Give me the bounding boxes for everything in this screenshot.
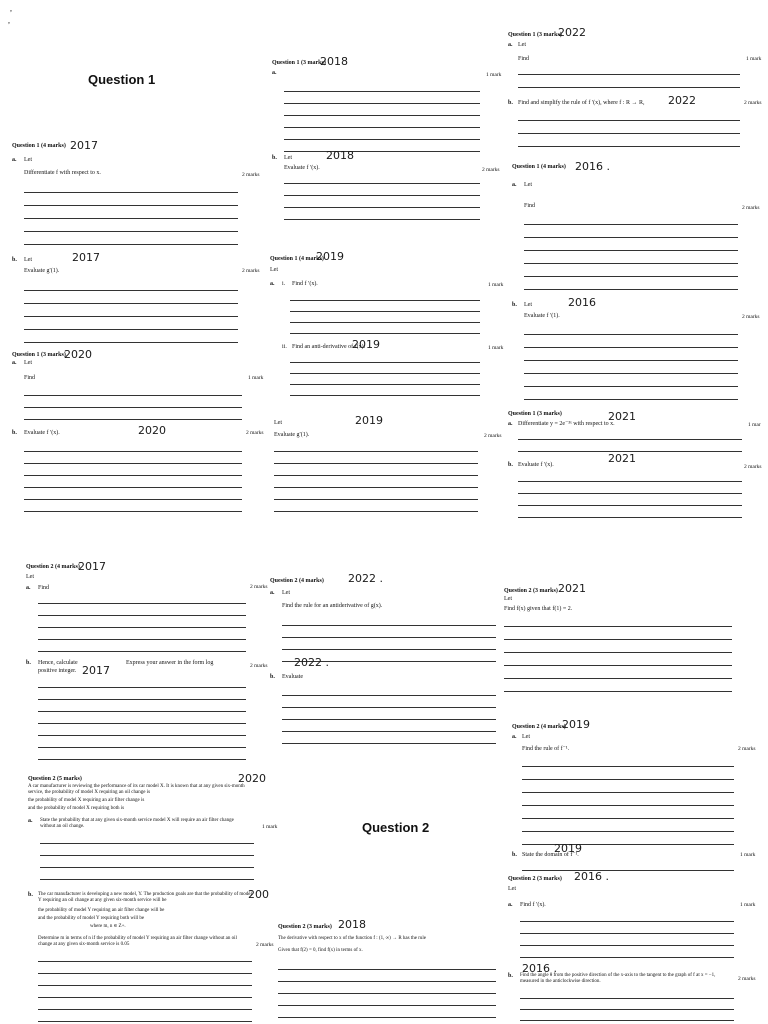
year-2018-q1: 2018 [320,55,348,68]
answer-lines [524,322,738,400]
q2-2018-derivative: The derivative with respect to x of the function f : (1, ∞) → R has the rule [278,936,426,941]
q1-2019-findf: Find f ′(x). [292,281,318,287]
q2-2017b-express: Express your answer in the form log [126,660,214,666]
q1-2020-header: Question 1 (3 marks) [12,352,66,358]
answer-lines [520,988,734,1021]
label-a: a. [272,70,277,76]
q2-2016b-angle: Find the angle θ from the positive direction of the x-axis to the tangent to the graph of f at x = −1, measured in the anticlockwise direction. [520,973,716,984]
mark-label: 2 marks [246,430,264,436]
q1-2016-header: Question 1 (4 marks) [512,164,566,170]
answer-lines [40,832,254,880]
year-2016-q1b: 2016 [568,296,596,309]
q1-2016b-let: Let [524,302,532,308]
q1-2018b-let: Let [284,155,292,161]
mark-label: 2 marks [744,100,762,106]
q2-2019-header: Question 2 (4 marks) [512,724,566,730]
q1-2018b-evaluate: Evaluate f ′(x). [284,165,320,171]
mark-label: 1 mark [262,824,278,830]
q2-2019-let: Let [522,734,530,740]
q2-2016-let: Let [508,886,516,892]
mark-label: 2 marks [256,942,274,948]
mark-label: 2 marks [738,976,756,982]
year-2020-q2: 2020 [238,772,266,785]
q2-2017b-hence: Hence, calculate [38,660,78,666]
label-a: a. [508,42,513,48]
q1-2019-let: Let [270,267,278,273]
answer-lines [284,80,480,152]
year-2017-q2b: 2017 [82,664,110,677]
label-a: a. [270,281,275,287]
answer-lines [524,212,738,290]
answer-lines [278,958,496,1018]
label-b: b. [508,973,513,979]
q2-2020-car: A car manufacturer is reviewing the performance of its car model X. It is known that at any given six-month service, the probability of model X requiring an oil change is [28,784,245,795]
year-2019-q1: 2019 [316,250,344,263]
q1-2019-header: Question 1 (4 marks) [270,256,324,262]
year-2017-q2: 2017 [78,560,106,573]
mark-label: 2 marks [250,584,268,590]
scan-speck: , [8,16,10,25]
q1-2020b-evaluate: Evaluate f ′(x). [24,430,60,436]
year-2021-q2: 2021 [558,582,586,595]
mark-label: 1 mark [740,852,756,858]
q2-2020b-dev3: and the probability of model Y requiring both will be [38,916,145,921]
q2-2016-find: Find f ′(x). [520,902,546,908]
label-a: a. [508,902,513,908]
answer-lines [504,614,732,692]
mark-label: 1 mark [746,56,762,62]
year-2017-q1: 2017 [70,139,98,152]
q2-2021-header: Question 2 (3 marks) [504,588,558,594]
mark-label: 1 mark [488,282,504,288]
answer-lines [518,470,742,518]
label-b: b. [12,257,17,263]
label-a: a. [26,585,31,591]
answer-lines [24,180,238,245]
year-2018-q2: 2018 [338,918,366,931]
label-b: b. [512,302,517,308]
q1-2017-header: Question 1 (4 marks) [12,143,66,149]
year-2020-q1: 2020 [64,348,92,361]
q2-2019b-domain: State the domain of f⁻¹. [522,852,579,858]
year-2019-q1b: 2019 [355,414,383,427]
q2-2020-header: Question 2 (5 marks) [28,776,82,782]
year-2022-q1b: 2022 [668,94,696,107]
mark-label: 2 marks [744,464,762,470]
year-2021-q1: 2021 [608,410,636,423]
year-2019-q1ii: 2019 [352,338,380,351]
answer-lines [38,676,246,760]
q1-2019b-let: Let [274,420,282,426]
answer-lines [38,950,252,1022]
year-2017-q1b: 2017 [72,251,100,264]
question-2-title: Question 2 [362,820,430,835]
q1-2021-header: Question 1 (3 marks) [508,411,562,417]
q2-2020-car3: and the probability of model X requiring both is [28,806,125,811]
year-2016-q1: 2016 . [575,160,610,173]
answer-lines [284,172,480,220]
q2-2022b-evaluate: Evaluate [282,674,303,680]
question-1-title: Question 1 [88,72,156,87]
mark-label: 2 marks [484,433,502,439]
answer-lines [518,62,740,88]
mark-label: 2 marks [242,268,260,274]
q1-2017b-evaluate: Evaluate g′(1). [24,268,60,274]
label-i: i. [282,281,286,287]
year-2019-q2: 2019 [562,718,590,731]
answer-lines [24,440,242,512]
year-2022-q2: 2022 . [348,572,383,585]
mark-label: 2 marks [742,314,760,320]
q1-2022-simplify: Find and simplify the rule of f ′(x), where f : R → R, [518,100,645,106]
q2-2020-state: State the probability that at any given six-month service model X will require an air filter change without an oil change. [40,818,234,829]
answer-lines [520,910,734,958]
q1-2016-let: Let [524,182,532,188]
mark-label: 1 mark [248,375,264,381]
label-a: a. [270,590,275,596]
label-b: b. [26,660,31,666]
label-a: a. [12,157,17,163]
q1-2016-find: Find [524,203,536,209]
q1-2021b-evaluate: Evaluate f ′(x). [518,462,554,468]
year-200-q2b: 200 [248,888,269,901]
mark-label: 2 marks [738,746,756,752]
q1-2021-diff: Differentiate y = 2e⁻³ˣ with respect to x. [518,421,615,427]
mark-label: 2 marks [742,205,760,211]
answer-lines [522,860,734,871]
year-2019-q2b: 2019 [554,842,582,855]
year-2020-q1b: 2020 [138,424,166,437]
answer-lines [274,440,478,512]
q1-2022-let: Let [518,42,526,48]
q1-2018-header: Question 1 (3 marks) [272,60,326,66]
q1-2017b-let: Let [24,257,32,263]
q1-2019b-evaluate: Evaluate g′(1). [274,432,310,438]
q2-2017-let: Let [26,574,34,580]
q2-2016-header: Question 2 (3 marks) [508,876,562,882]
q2-2017-find: Find [38,585,50,591]
q2-2020b-dev: The car manufacturer is developing a new model, Y. The production goals are that the probability of model Y requiring an oil change at any given six-month service will be [38,892,252,903]
label-b: b. [270,674,275,680]
q2-2022-header: Question 2 (4 marks) [270,578,324,584]
answer-lines [38,592,246,652]
label-a: a. [12,360,17,366]
mark-label: 2 marks [482,167,500,173]
answer-lines [518,428,742,452]
answer-lines [24,384,242,420]
year-2016-q2b: 2016 . [522,962,557,975]
q2-2020b-dev2: the probability of model Y requiring an air filter change will be [38,908,165,913]
answer-lines [290,290,480,334]
q1-2016b-evaluate: Evaluate f ′(1). [524,313,560,319]
answer-lines [518,108,740,147]
q1-2022-find: Find [518,56,530,62]
scan-speck: , [10,4,12,13]
year-2016-q2: 2016 . [574,870,609,883]
q1-2022-header: Question 1 (3 marks) [508,32,562,38]
label-a: a. [28,818,33,824]
year-2021-q1b: 2021 [608,452,636,465]
mark-label: 1 mark [486,72,502,78]
q2-2020b-determine: Determine m in terms of n if the probability of model Y requiring an air filter change without an oil change at any given six-month service is 0.05 [38,936,237,947]
q2-2021-let: Let [504,596,512,602]
q2-2017-header: Question 2 (4 marks) [26,564,80,570]
label-a: a. [512,734,517,740]
q1-2020-let: Let [24,360,32,366]
q2-2018-given: Given that f(2) = 0, find f(x) in terms of x. [278,948,363,953]
answer-lines [24,278,238,343]
label-ii: ii. [282,344,287,350]
q2-2020-car2: the probability of model X requiring an air filter change is [28,798,145,803]
label-b: b. [508,100,513,106]
q1-2020-find: Find [24,375,36,381]
q1-2017-diff: Differentiate f with respect to x. [24,170,101,176]
q1-2017-let: Let [24,157,32,163]
label-b: b. [12,430,17,436]
mark-label: 1 mar [748,422,761,428]
year-2022-q1: 2022 [558,26,586,39]
label-b: b. [272,155,277,161]
q2-2022-let: Let [282,590,290,596]
q1-2019-antideriv: Find an anti-derivative of f(x). [292,344,366,350]
label-a: a. [512,182,517,188]
q2-2021-find: Find f(x) given that f(1) = 2. [504,606,573,612]
q2-2018-header: Question 2 (3 marks) [278,924,332,930]
label-b: b. [28,892,33,898]
year-2022-q2b: 2022 . [294,656,329,669]
label-b: b. [512,852,517,858]
q2-2022-antideriv: Find the rule for an antiderivative of g(x). [282,603,383,609]
q2-2020b-dev4: where m, n ∈ Z+. [90,924,126,929]
mark-label: 1 mark [740,902,756,908]
mark-label: 2 marks [242,172,260,178]
year-2018-q1b: 2018 [326,149,354,162]
answer-lines [522,754,734,845]
label-a: a. [508,421,513,427]
q2-2017b-positive: positive integer. [38,668,77,674]
q2-2019-rule: Find the rule of f⁻¹. [522,746,570,752]
answer-lines [282,614,496,662]
answer-lines [290,352,480,396]
mark-label: 2 marks [250,663,268,669]
mark-label: 1 mark [488,345,504,351]
label-b: b. [508,462,513,468]
answer-lines [282,684,496,744]
